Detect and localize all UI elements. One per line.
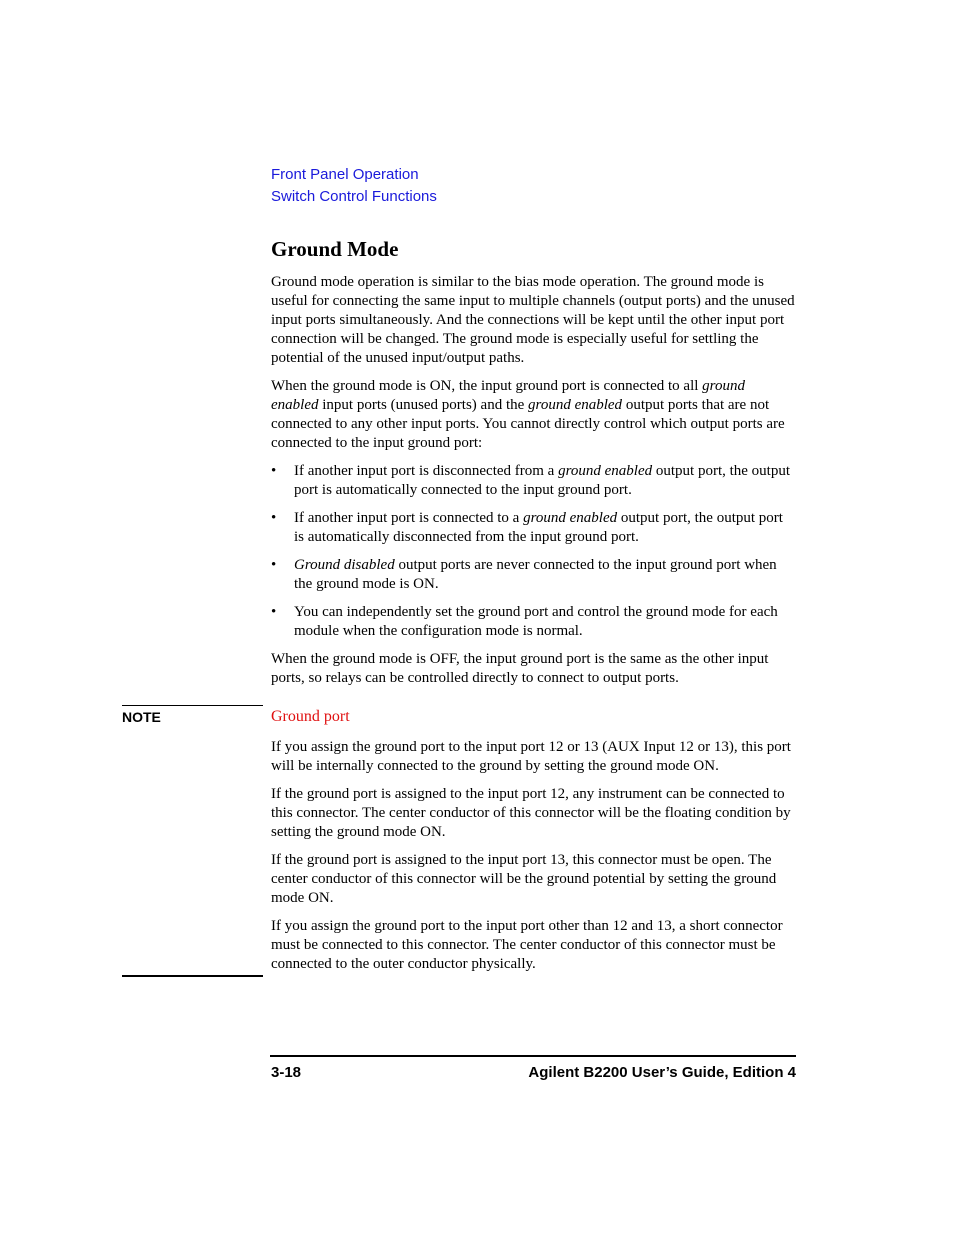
breadcrumb [271, 164, 437, 208]
list-item: • You can independently set the ground port and control the ground mode for each module when the configuration mode is normal. [271, 604, 778, 639]
main-content [271, 234, 796, 697]
bullet-icon: • [271, 463, 277, 479]
bullet-icon: • [271, 510, 277, 526]
bullet-list [271, 462, 796, 641]
note-bottom-rule [122, 975, 263, 977]
footer-rule [270, 1055, 796, 1057]
note-paragraph: If the ground port is assigned to the input port 13, this connector must be open. The center conductor of this connector will be the ground potential by setting the ground mode ON. [271, 852, 777, 906]
list-item: • If another input port is disconnected from a ground enabled output port, the output port is automatically connected to the input ground port. [271, 463, 791, 498]
list-item: • Ground disabled output ports are never connected to the input ground port when the ground mode is ON. [271, 557, 777, 592]
ground-on-paragraph: When the ground mode is ON, the input ground port is connected to all ground enabled input ports (unused ports) and the ground enabled output ports that are not connected to any other input ports. You cannot directly control which output ports are connected to the input ground port: [271, 378, 785, 451]
note-top-rule [122, 705, 263, 706]
intro-paragraph: Ground mode operation is similar to the bias mode operation. The ground mode is useful for connecting the same input to multiple channels (output ports) and the unused input ports simultaneously. And the connections will be kept until the other input port connection will be changed. The ground mode is especially useful for settling the potential of the unused input/output paths. [271, 274, 795, 366]
note-heading: Ground port [271, 708, 350, 725]
page-number: 3-18 [271, 1064, 302, 1081]
breadcrumb-front-panel-operation[interactable]: Front Panel Operation [271, 166, 419, 183]
bullet-icon: • [271, 604, 277, 620]
ground-off-paragraph: When the ground mode is OFF, the input ground port is the same as the other input ports, so relays can be controlled directly to connect to output ports. [271, 651, 769, 686]
breadcrumb-switch-control-functions[interactable]: Switch Control Functions [271, 188, 437, 205]
list-item: • If another input port is connected to a ground enabled output port, the output port is automatically disconnected from the input ground port. [271, 510, 783, 545]
footer-title: Agilent B2200 User’s Guide, Edition 4 [528, 1064, 796, 1081]
note-label: NOTE [122, 709, 161, 725]
bullet-icon: • [271, 557, 277, 573]
note-paragraph: If the ground port is assigned to the input port 12, any instrument can be connected to this connector. The center conductor of this connector will be the floating condition by setting the ground mode ON. [271, 786, 791, 840]
note-paragraph: If you assign the ground port to the input port other than 12 and 13, a short connector must be connected to this connector. The center conductor of this connector must be connected to the outer conductor physically. [271, 918, 783, 972]
note-body [271, 706, 796, 983]
section-title: Ground Mode [271, 237, 399, 261]
note-paragraph: If you assign the ground port to the input port 12 or 13 (AUX Input 12 or 13), this port will be internally connected to the ground by setting the ground mode ON. [271, 739, 791, 774]
